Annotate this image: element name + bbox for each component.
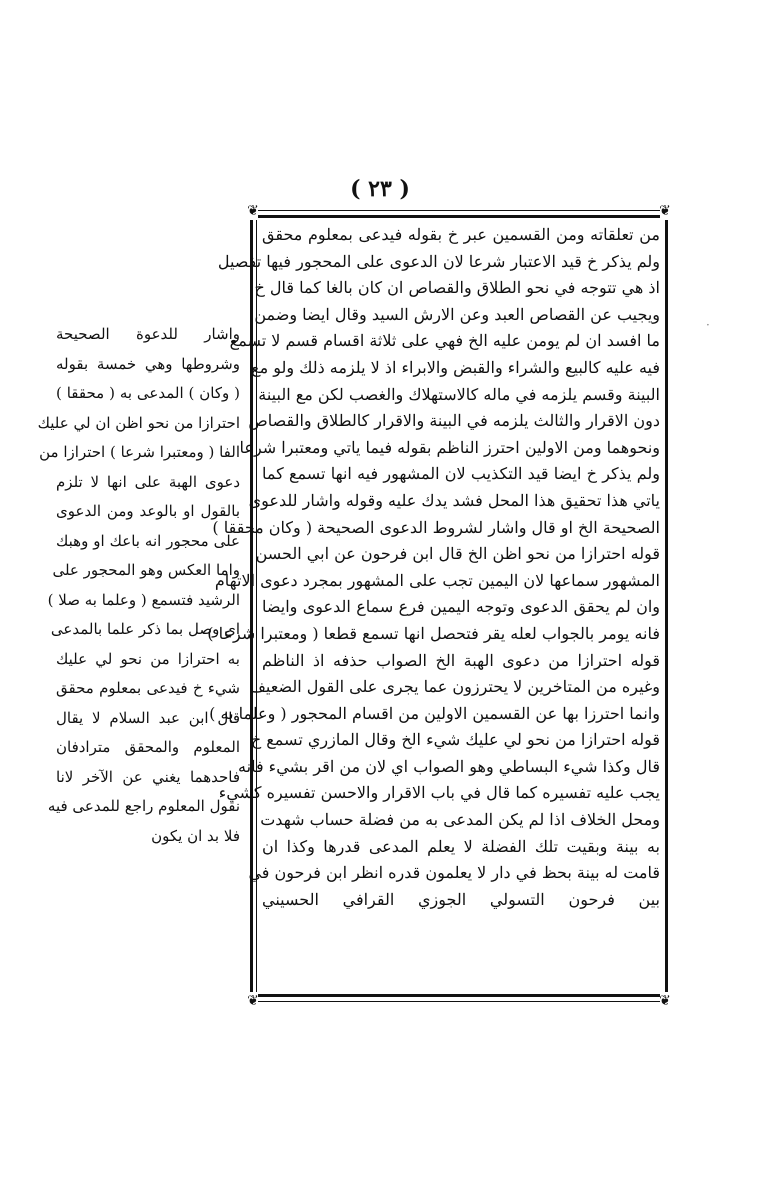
main-text-line	[262, 913, 660, 940]
margin-text-line: نقول المعلوم راجع للمدعى فيه	[47, 797, 240, 815]
corner-ornament-bottom-right: ❦	[659, 993, 671, 1009]
main-text-column	[207, 222, 660, 988]
margin-text-line: ( وكان ) المدعى به ( محققا )	[56, 384, 240, 402]
frame-rule-top-thick	[258, 215, 660, 218]
margin-text-line: فلا بد ان يكون	[151, 826, 240, 845]
margin-text-line: على محجور انه باعك او وهبك	[56, 531, 240, 550]
margin-text-line: قال ابن عبد السلام لا يقال	[56, 708, 240, 727]
frame-rule-right	[665, 220, 668, 992]
main-text-line: ومحل الخلاف اذا لم يكن المدعى به من فضلة حساب شهدت	[260, 810, 660, 830]
main-text-line: ويجيب عن القصاص العبد وعن الارش السيد وقال ايضا وضمن	[254, 304, 660, 324]
main-text-line: به بينة وبقيت تلك الفضلة لا يعلم المدعى قدرها وكذا ان	[262, 836, 660, 856]
main-text-line: الصحيحة الخ او قال واشار لشروط الدعوى الصحيحة ( وكان محققا )	[212, 517, 660, 537]
frame-rule-bottom	[258, 1001, 660, 1002]
margin-text-line: دعوى الهبة على انها لا تلزم	[56, 472, 240, 491]
frame-rule-bottom-thick	[258, 994, 660, 997]
margin-text-line: شيء خ فيدعى بمعلوم محقق	[56, 679, 240, 697]
page-number: ( ٢٣ )	[350, 176, 410, 202]
margin-text-line: الفا ( ومعتبرا شرعا ) احترازا من	[39, 443, 240, 461]
frame-rule-top	[258, 210, 660, 211]
main-text-line: ونحوهما ومن الاولين احترز الناظم بقوله فيما ياتي ومعتبرا شرعا	[239, 437, 660, 457]
main-text-line: فانه يومر بالجواب لعله يقر فتحصل انها تسمع قطعا ( ومعتبرا شرعا )	[207, 623, 660, 643]
main-text-line: اذ هي تتوجه في نحو الطلاق والقصاص ان كان بالغا كما قال خ	[254, 278, 660, 298]
margin-text-line: الرشيد فتسمع ( وعلما به صلا )	[47, 590, 240, 609]
main-text-line: وانما احترزا بها عن القسمين الاولين من اقسام المحجور ( وعلما به )	[209, 703, 660, 723]
main-text-line: فيه عليه كالبيع والشراء والقبض والابراء اذ لا يلزمه ذلك ولو مع	[251, 357, 660, 377]
text-frame	[207, 203, 671, 1009]
margin-commentary-column	[37, 320, 240, 851]
main-text-line: بين فرحون التسولي الجوزي القرافي الحسيني	[262, 889, 660, 909]
main-text-line: قامت له بينة بحظ في دار لا يعلمون قدره انظر ابن فرحون في	[248, 863, 660, 883]
stray-mark: ·	[706, 318, 710, 332]
margin-text-line: فاحدهما يغني عن الآخر لانا	[56, 767, 240, 786]
main-text-line: قوله احترازا من دعوى الهبة الخ الصواب حذفه اذ الناظم	[262, 650, 660, 670]
main-text-line: قوله احترازا من نحو اظن الخ قال ابن فرحون عن ابي الحسن	[255, 544, 660, 564]
main-text-line: البينة وقسم يلزمه في ماله كالاستهلاك والغصب لكن مع البينة	[258, 384, 660, 404]
margin-text-line: وشروطها وهي خمسة بقوله	[56, 354, 240, 373]
corner-ornament-top-left: ❦	[247, 203, 259, 219]
main-text-line: دون الاقرار والثالث يلزمه في البينة والاقرار كالطلاق والقصاص	[248, 411, 660, 431]
main-text-line: وغيره من المتاخرين لا يحترزون عما يجرى على القول الضعيف	[249, 677, 660, 697]
margin-text-line: به احترازا من نحو لي عليك	[56, 649, 240, 668]
corner-ornament-top-right: ❦	[659, 203, 671, 219]
main-text-line: ولم يذكر خ ايضا قيد التكذيب لان المشهور فيه انها تسمع كما	[262, 464, 660, 484]
main-text-line: قال وكذا شيء البساطي وهو الصواب اي لان من اقر بشيء فانه	[238, 756, 660, 776]
main-text-line: من تعلقاته ومن القسمين عبر خ بقوله فيدعى بمعلوم محقق	[262, 225, 660, 244]
margin-text-line: واما العكس وهو المحجور على	[52, 561, 240, 579]
margin-text-line: اي وصل بما ذكر علما بالمدعى	[50, 620, 240, 638]
main-text-line: ولم يذكر خ قيد الاعتبار شرعا لان الدعوى على المحجور فيها تفصيل	[217, 251, 660, 271]
main-text-line: وان لم يحقق الدعوى وتوجه اليمين فرع سماع الدعوى وايضا	[262, 597, 660, 617]
corner-ornament-bottom-left: ❦	[247, 993, 259, 1009]
margin-text-line: المعلوم والمحقق مترادفان	[56, 738, 240, 756]
main-text-line: يجب عليه تفسيره كما قال في باب الاقرار والاحسن تفسيره كشيء	[218, 783, 660, 803]
main-text-line: ما افسد ان لم يومن عليه الخ فهي على ثلاثة اقسام قسم لا تسمع	[229, 331, 660, 351]
margin-text-line: بالقول او بالوعد ومن الدعوى	[56, 502, 240, 520]
margin-text-line: احترازا من نحو اظن ان لي عليك	[37, 413, 240, 432]
main-text-line: قوله احترازا من نحو لي عليك شيء الخ وقال المازري تسمع خ	[250, 730, 660, 750]
main-text-line: المشهور سماعها لان اليمين تجب على المشهور بمجرد دعوى الاتهام	[214, 570, 660, 590]
main-text-line: ياتي هذا تحقيق هذا المحل فشد يدك عليه وقوله واشار للدعوى	[248, 490, 660, 510]
margin-text-line: واشار للدعوة الصحيحة	[56, 325, 240, 343]
